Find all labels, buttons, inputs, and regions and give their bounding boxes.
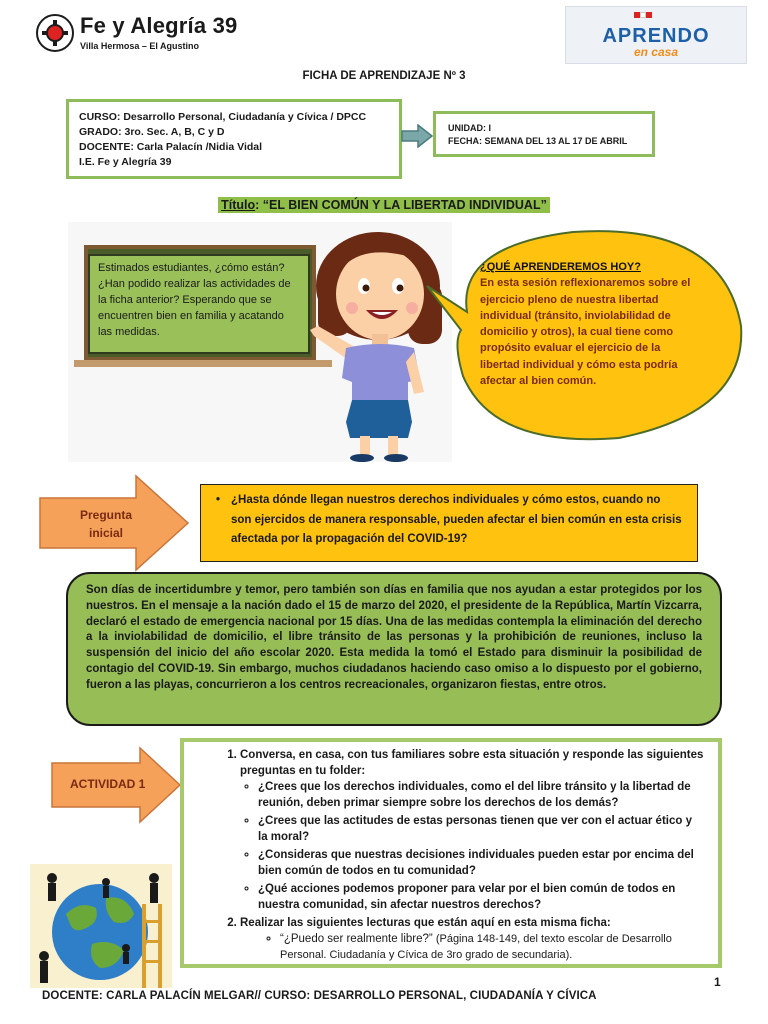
page-number: 1 [714,975,721,989]
title-label: Título [221,198,256,212]
school-name: Fe y Alegría 39 [80,13,238,38]
pregunta-label-line2: inicial [88,526,123,540]
unit-line: UNIDAD: I [448,123,491,133]
ficha-title: FICHA DE APRENDIZAJE Nº 3 [302,70,466,82]
pregunta-label-line1: Pregunta [79,508,132,522]
grade-line: GRADO: 3ro. Sec. A, B, C y D [79,126,225,138]
board-message: Estimados estudiantes, ¿cómo están? ¿Han podido realizar las actividades de la ficha anterior? Esperando que se encuentren bien en familia y acatando las medidas. [88,254,310,354]
arrow-right-icon [400,124,434,148]
globe-illustration [30,864,172,988]
speech-heading: ¿QUÉ APRENDEREMOS HOY? [480,261,641,273]
initial-question-box [200,484,698,562]
activity-item-1-text: Conversa, en casa, con tus familiares sobre esta situación y responde las siguientes preguntas en tu folder: [240,749,704,777]
page-title [0,198,768,212]
activity-label: ACTIVIDAD 1 [70,777,146,791]
campaign-title: APRENDO [602,25,710,47]
activity-item-2 [240,915,704,963]
campaign-subtitle: en casa [633,45,679,59]
school-location: Villa Hermosa – El Agustino [80,41,200,51]
chalkboard-ledge [74,360,332,367]
school-logo [36,14,74,52]
course-line: CURSO: Desarrollo Personal, Ciudadanía y Cívica / DPCC [79,111,367,123]
reading-item [280,931,704,963]
question-item: ◦ ¿Crees que los derechos individuales, como el del libre tránsito y la libertad de reunión, deben primar siempre sobre los derechos de los demás? [258,779,704,811]
activity-box [180,738,722,968]
initial-question: ¿Hasta dónde llegan nuestros derechos individuales y cómo estos, cuando no son ejercidos de manera responsable, pueden afectar el bien común en esta crisis afectada por la propagación del COVID-19? [231,494,682,545]
speech-text [480,259,694,389]
question-item: ◦ ¿Crees que las actitudes de estas personas tienen que ver con el actuar ético y la moral? [258,813,704,845]
question-item: ◦ ¿Qué acciones podemos proponer para velar por el bien común de todos en nuestra comunidad, sin afectar nuestros derechos? [258,881,704,913]
course-info-box [66,99,402,179]
activity-item-1 [240,747,704,913]
context-paragraph: Son días de incertidumbre y temor, pero también son días en familia que nos ayudan a estar protegidos por los nuestros. En el mensaje a la nación dado el 15 de marzo del 2020, el presidente de la República, Martín Vizcarra, declaró el estado de emergencia nacional por 15 días. Una de las medidas contempla la eliminación del derecho a la inviolabilidad de domicilio, el libre tránsito de las personas y la prohibición de reuniones, incluso la suspensión del inicio del año escolar 2020. Esta medida la tomó el Estado para disminuir la posibilidad de contagio del COVID-19. Sin embargo, muchos ciudadanos haciendo caso omiso a lo dispuesto por el gobierno, fueron a las playas, concurrieron a los centros recreacionales, organizaron fiestas, entre otros. [66,572,722,726]
aprendo-en-casa-logo [565,6,747,64]
teacher-line: DOCENTE: Carla Palacín /Nidia Vidal [79,141,263,153]
bullet-icon: • [216,494,221,506]
footer-text: DOCENTE: CARLA PALACÍN MELGAR// CURSO: DESARROLLO PERSONAL, CIUDADANÍA Y CÍVICA [42,990,597,1002]
school-line: I.E. Fe y Alegría 39 [79,156,172,168]
unit-info-box [433,111,655,157]
title-text: : “EL BIEN COMÚN Y LA LIBERTAD INDIVIDUAL” [255,198,547,212]
reading-title: “¿Puedo ser realmente libre?” [280,933,433,945]
pregunta-inicial-label [52,506,160,542]
question-item: ◦ ¿Consideras que nuestras decisiones individuales pueden estar por encima del bien común de todos en tu comunidad? [258,847,704,879]
reading-detail: (Página 148-149, del texto escolar de Desarrollo Personal. Ciudadanía y Cívica de 3ro grado de secundaria). [280,933,672,961]
activity-item-2-text: Realizar las siguientes lecturas que están aquí en esta misma ficha: [240,917,611,929]
date-line: FECHA: SEMANA DEL 13 AL 17 DE ABRIL [448,136,628,146]
speech-body: En esta sesión reflexionaremos sobre el ejercicio pleno de nuestra libertad individual (tránsito, inviolabilidad de domicilio y otros), la cual tiene como propósito evaluar el ejercicio de la libertad individual y cómo esta podría afectar al bien común. [480,277,691,388]
